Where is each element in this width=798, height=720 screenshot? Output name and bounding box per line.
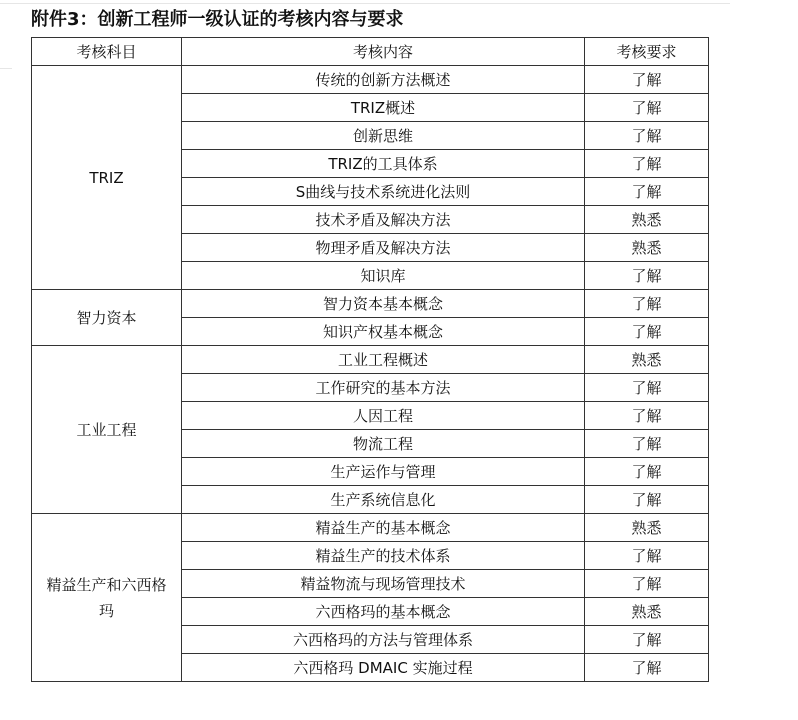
content-cell: 创新思维 [182, 122, 585, 150]
requirement-cell: 了解 [585, 94, 709, 122]
assessment-table [31, 37, 709, 682]
table-body [32, 66, 709, 682]
requirement-cell: 了解 [585, 402, 709, 430]
header-subject: 考核科目 [32, 38, 182, 66]
content-cell: 传统的创新方法概述 [182, 66, 585, 94]
requirement-cell: 了解 [585, 150, 709, 178]
table-row [32, 514, 709, 542]
left-edge-mark [0, 68, 12, 69]
requirement-cell: 了解 [585, 486, 709, 514]
subject-cell: 智力资本 [32, 290, 182, 346]
requirement-cell: 了解 [585, 542, 709, 570]
requirement-cell: 了解 [585, 290, 709, 318]
content-cell: 物理矛盾及解决方法 [182, 234, 585, 262]
requirement-cell: 熟悉 [585, 206, 709, 234]
content-cell: 精益生产的基本概念 [182, 514, 585, 542]
header-requirement: 考核要求 [585, 38, 709, 66]
requirement-cell: 熟悉 [585, 346, 709, 374]
content-cell: 六西格玛 DMAIC 实施过程 [182, 654, 585, 682]
requirement-cell: 了解 [585, 654, 709, 682]
requirement-cell: 了解 [585, 66, 709, 94]
table-row [32, 290, 709, 318]
requirement-cell: 了解 [585, 458, 709, 486]
requirement-cell: 熟悉 [585, 234, 709, 262]
requirement-cell: 了解 [585, 430, 709, 458]
requirement-cell: 熟悉 [585, 514, 709, 542]
subject-cell: 精益生产和六西格玛 [32, 514, 182, 682]
content-cell: 技术矛盾及解决方法 [182, 206, 585, 234]
table-row [32, 66, 709, 94]
content-cell: 智力资本基本概念 [182, 290, 585, 318]
content-cell: TRIZ概述 [182, 94, 585, 122]
content-cell: 生产运作与管理 [182, 458, 585, 486]
requirement-cell: 了解 [585, 262, 709, 290]
top-divider [0, 3, 730, 4]
table-row [32, 346, 709, 374]
header-content: 考核内容 [182, 38, 585, 66]
content-cell: 人因工程 [182, 402, 585, 430]
requirement-cell: 了解 [585, 626, 709, 654]
requirement-cell: 熟悉 [585, 598, 709, 626]
content-cell: 精益物流与现场管理技术 [182, 570, 585, 598]
table-header [32, 38, 709, 66]
requirement-cell: 了解 [585, 374, 709, 402]
requirement-cell: 了解 [585, 122, 709, 150]
subject-cell: TRIZ [32, 66, 182, 290]
requirement-cell: 了解 [585, 178, 709, 206]
requirement-cell: 了解 [585, 318, 709, 346]
header-row [32, 38, 709, 66]
content-cell: 知识库 [182, 262, 585, 290]
page-title: 附件3：创新工程师一级认证的考核内容与要求 [31, 9, 404, 30]
content-cell: 生产系统信息化 [182, 486, 585, 514]
requirement-cell: 了解 [585, 570, 709, 598]
content-cell: 工作研究的基本方法 [182, 374, 585, 402]
content-cell: 工业工程概述 [182, 346, 585, 374]
subject-cell: 工业工程 [32, 346, 182, 514]
content-cell: TRIZ的工具体系 [182, 150, 585, 178]
content-cell: 六西格玛的方法与管理体系 [182, 626, 585, 654]
content-cell: 六西格玛的基本概念 [182, 598, 585, 626]
content-cell: 知识产权基本概念 [182, 318, 585, 346]
content-cell: S曲线与技术系统进化法则 [182, 178, 585, 206]
content-cell: 精益生产的技术体系 [182, 542, 585, 570]
content-cell: 物流工程 [182, 430, 585, 458]
